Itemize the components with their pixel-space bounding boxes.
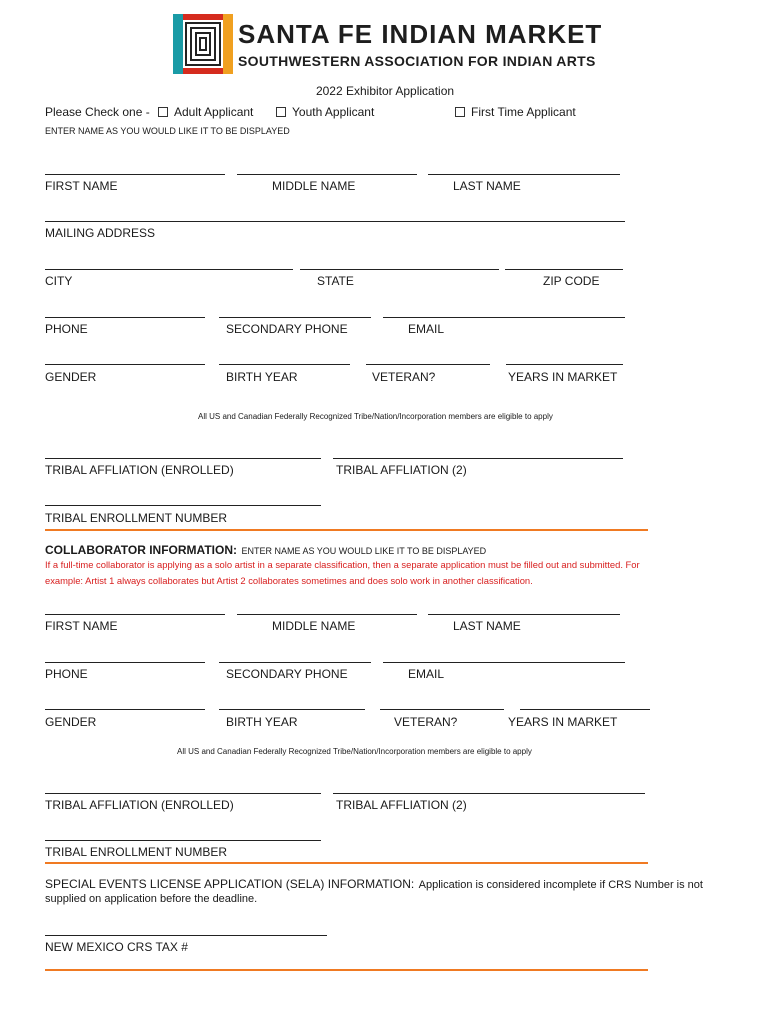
tribal-enrolled-field[interactable]: [45, 458, 321, 459]
first-time-applicant-label: First Time Applicant: [471, 105, 576, 119]
enter-name-note: ENTER NAME AS YOU WOULD LIKE IT TO BE DISPLAYED: [45, 126, 290, 136]
last-name-field[interactable]: [428, 174, 620, 175]
collab-phone-field[interactable]: [45, 662, 205, 663]
logo-icon: [173, 14, 233, 74]
collab-tribal-enrolled-field[interactable]: [45, 793, 321, 794]
collab-tribal-2-field[interactable]: [333, 793, 645, 794]
gender-label: GENDER: [45, 370, 97, 384]
sela-heading-row: [45, 875, 703, 893]
youth-applicant-checkbox[interactable]: [276, 105, 374, 119]
collaborator-warning-line2: example: Artist 1 always collaborates but Artist 2 collaborates sometimes and does solo work in another classification.: [45, 575, 533, 586]
collaborator-heading: COLLABORATOR INFORMATION:: [45, 543, 237, 557]
collab-phone-label: PHONE: [45, 667, 88, 681]
first-name-field[interactable]: [45, 174, 225, 175]
checkbox-icon: [455, 107, 465, 117]
collab-first-name-label: FIRST NAME: [45, 619, 118, 633]
collab-veteran-label: VETERAN?: [394, 715, 458, 729]
section-divider: [45, 529, 648, 531]
collab-birth-year-label: BIRTH YEAR: [226, 715, 298, 729]
collab-middle-name-label: MIDDLE NAME: [272, 619, 356, 633]
tribal-2-field[interactable]: [333, 458, 623, 459]
first-time-applicant-checkbox[interactable]: [455, 105, 576, 119]
collab-eligibility-note: All US and Canadian Federally Recognized Tribe/Nation/Incorporation members are eligible to apply: [177, 747, 532, 756]
collab-last-name-label: LAST NAME: [453, 619, 521, 633]
mailing-address-field[interactable]: [45, 221, 625, 222]
state-field[interactable]: [300, 269, 499, 270]
eligibility-note: All US and Canadian Federally Recognized Tribe/Nation/Incorporation members are eligible to apply: [198, 412, 553, 421]
checkbox-icon: [276, 107, 286, 117]
tribal-enrollment-number-field[interactable]: [45, 505, 321, 506]
collab-secondary-phone-label: SECONDARY PHONE: [226, 667, 348, 681]
collab-last-name-field[interactable]: [428, 614, 620, 615]
tribal-enrolled-label: TRIBAL AFFLIATION (ENROLLED): [45, 463, 234, 477]
collab-first-name-field[interactable]: [45, 614, 225, 615]
section-divider: [45, 862, 648, 864]
sela-heading: SPECIAL EVENTS LICENSE APPLICATION (SELA) INFORMATION:: [45, 877, 415, 891]
last-name-label: LAST NAME: [453, 179, 521, 193]
mailing-address-label: MAILING ADDRESS: [45, 226, 156, 240]
collab-gender-field[interactable]: [45, 709, 205, 710]
sela-note-part2: supplied on application before the deadline.: [45, 893, 258, 905]
gender-field[interactable]: [45, 364, 205, 365]
youth-applicant-label: Youth Applicant: [292, 105, 375, 119]
birth-year-field[interactable]: [219, 364, 350, 365]
collab-veteran-field[interactable]: [380, 709, 504, 710]
collab-secondary-phone-field[interactable]: [219, 662, 371, 663]
adult-applicant-checkbox[interactable]: [158, 105, 253, 119]
collab-gender-label: GENDER: [45, 715, 97, 729]
collaborator-warning-line1: If a full-time collaborator is applying as a solo artist in a separate classification, then a separate application must be filled out and submitted. For: [45, 559, 640, 570]
form-title: 2022 Exhibitor Application: [315, 84, 455, 98]
collab-tribal-2-label: TRIBAL AFFLIATION (2): [336, 798, 467, 812]
veteran-field[interactable]: [366, 364, 490, 365]
middle-name-field[interactable]: [237, 174, 417, 175]
phone-field[interactable]: [45, 317, 205, 318]
applicant-type-prompt: Please Check one -: [45, 105, 150, 119]
tribal-enrollment-number-label: TRIBAL ENROLLMENT NUMBER: [45, 511, 228, 525]
collab-email-label: EMAIL: [408, 667, 445, 681]
middle-name-label: MIDDLE NAME: [272, 179, 356, 193]
state-label: STATE: [317, 274, 354, 288]
crs-tax-label: NEW MEXICO CRS TAX #: [45, 940, 188, 954]
tribal-2-label: TRIBAL AFFLIATION (2): [336, 463, 467, 477]
sela-note-part1: Application is considered incomplete if CRS Number is not: [418, 879, 703, 891]
city-label: CITY: [45, 274, 73, 288]
phone-label: PHONE: [45, 322, 88, 336]
collab-tribal-enrollment-number-field[interactable]: [45, 840, 321, 841]
secondary-phone-label: SECONDARY PHONE: [226, 322, 348, 336]
city-field[interactable]: [45, 269, 293, 270]
checkbox-icon: [158, 107, 168, 117]
collaborator-heading-row: [45, 541, 486, 559]
collab-tribal-enrollment-number-label: TRIBAL ENROLLMENT NUMBER: [45, 845, 228, 859]
birth-year-label: BIRTH YEAR: [226, 370, 298, 384]
veteran-label: VETERAN?: [372, 370, 436, 384]
section-divider: [45, 969, 648, 971]
logo-subtitle: SOUTHWESTERN ASSOCIATION FOR INDIAN ARTS: [238, 53, 596, 69]
collab-middle-name-field[interactable]: [237, 614, 417, 615]
collab-years-in-market-label: YEARS IN MARKET: [508, 715, 618, 729]
first-name-label: FIRST NAME: [45, 179, 118, 193]
email-label: EMAIL: [408, 322, 445, 336]
email-field[interactable]: [383, 317, 625, 318]
years-in-market-label: YEARS IN MARKET: [508, 370, 618, 384]
logo-title: SANTA FE INDIAN MARKET: [238, 19, 603, 49]
collab-tribal-enrolled-label: TRIBAL AFFLIATION (ENROLLED): [45, 798, 234, 812]
adult-applicant-label: Adult Applicant: [174, 105, 254, 119]
crs-tax-field[interactable]: [45, 935, 327, 936]
zip-code-label: ZIP CODE: [543, 274, 600, 288]
collab-birth-year-field[interactable]: [219, 709, 365, 710]
secondary-phone-field[interactable]: [219, 317, 371, 318]
collaborator-heading-note: ENTER NAME AS YOU WOULD LIKE IT TO BE DISPLAYED: [241, 546, 487, 556]
years-in-market-field[interactable]: [506, 364, 623, 365]
collab-years-in-market-field[interactable]: [520, 709, 650, 710]
zip-code-field[interactable]: [505, 269, 623, 270]
collab-email-field[interactable]: [383, 662, 625, 663]
